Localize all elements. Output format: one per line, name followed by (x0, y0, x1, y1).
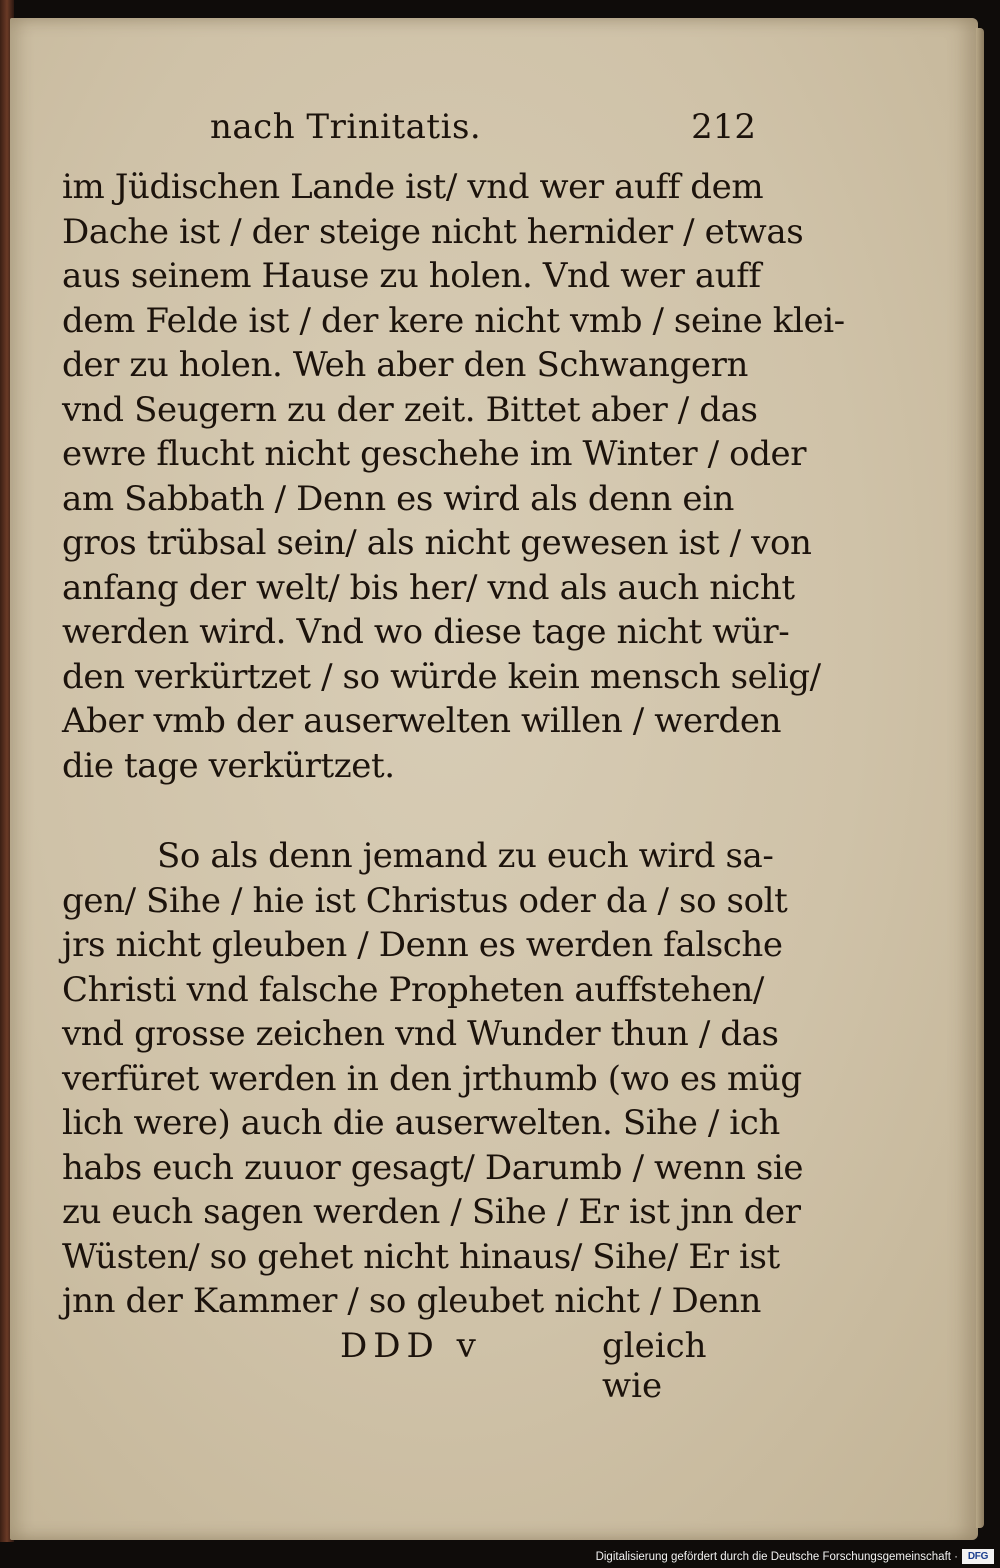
text-line: den verkürtzet / so würde kein mensch selig/ (62, 656, 821, 697)
text-line: aus seinem Hause zu holen. Vnd wer auff (62, 256, 761, 296)
text-line: lich were) auch die auserwelten. Sihe / ich (62, 1103, 780, 1143)
text-line: werden wird. Vnd wo diese tage nicht wür- (62, 612, 790, 652)
catchword: gleich wie (602, 1325, 707, 1406)
text-line: Wüsten/ so gehet nicht hinaus/ Sihe/ Er ist (62, 1236, 780, 1277)
text-line: So als denn jemand zu euch wird sa- (157, 836, 774, 876)
dfg-logo-icon: DFG (962, 1549, 994, 1564)
text-line: im Jüdischen Lande ist/ vnd wer auff dem (62, 167, 764, 207)
text-line: am Sabbath / Denn es wird als denn ein (62, 478, 735, 519)
credit-bar (0, 1542, 1000, 1568)
text-line: Dache ist / der steige nicht hernider / etwas (62, 211, 804, 252)
text-line: Aber vmb der auserwelten willen / werden (62, 701, 782, 741)
text-line: zu euch sagen werden / Sihe / Er ist jnn der (62, 1192, 801, 1232)
running-head: nach Trinitatis. (210, 107, 482, 147)
paragraph-1 (62, 165, 845, 788)
text-line: anfang der welt/ bis her/ vnd als auch nicht (62, 567, 795, 608)
text-line: ewre flucht nicht geschehe im Winter / oder (62, 434, 807, 474)
book-page (10, 18, 978, 1540)
text-line: Christi vnd falsche Propheten auffstehen/ (62, 969, 764, 1010)
text-line: vnd grosse zeichen vnd Wunder thun / das (62, 1014, 779, 1054)
text-line: dem Felde ist / der kere nicht vmb / seine klei- (62, 300, 845, 341)
text-line: gros trübsal sein/ als nicht gewesen ist / von (62, 523, 812, 563)
text-line: jrs nicht gleuben / Denn es werden falsche (62, 925, 783, 965)
page-number: 212 (691, 107, 756, 147)
paragraph-2 (62, 834, 804, 1324)
text-line: habs euch zuuor gesagt/ Darumb / wenn sie (62, 1147, 804, 1188)
text-line: die tage verkürtzet. (62, 745, 395, 786)
page-header (62, 103, 762, 165)
text-line: jnn der Kammer / so gleubet nicht / Denn (62, 1281, 762, 1321)
text-block (62, 103, 845, 1406)
signature-mark: DDD v (340, 1325, 482, 1366)
page-footer (62, 1325, 762, 1406)
page-edge (976, 28, 984, 1528)
text-line: gen/ Sihe / hie ist Christus oder da / so solt (62, 880, 788, 921)
text-line: vnd Seugern zu der zeit. Bittet aber / das (62, 389, 758, 430)
text-line: der zu holen. Weh aber den Schwangern (62, 345, 748, 385)
digitization-credit: Digitalisierung gefördert durch die Deutsche Forschungsgemeinschaft · (595, 1551, 958, 1563)
paragraph-gap (62, 788, 762, 834)
text-line: verfüret werden in den jrthumb (wo es müg (62, 1058, 802, 1099)
